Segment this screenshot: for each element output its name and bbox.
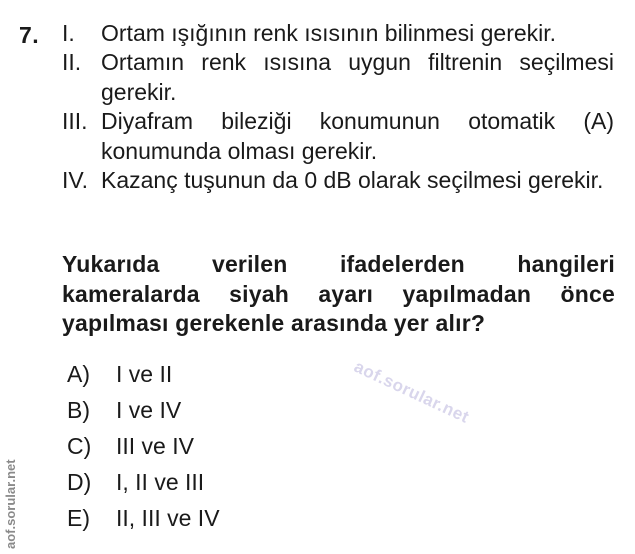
statement-numeral: III.	[62, 108, 88, 134]
option-letter: E)	[67, 505, 90, 531]
statement-4	[62, 166, 614, 196]
statement-text: Ortam ışığının renk ısısının bilinmesi gerekir.	[101, 20, 557, 46]
statement-numeral: IV.	[62, 167, 89, 193]
option-letter: D)	[67, 469, 92, 495]
statement-numeral: I.	[62, 20, 75, 46]
statement-text: Kazanç tuşunun da 0 dB olarak seçilmesi gerekir.	[101, 167, 604, 193]
option-text: II, III ve IV	[116, 505, 220, 531]
option-c[interactable]	[67, 432, 194, 461]
question-prompt: Yukarıda verilen ifadelerden hangileri kameralarda siyah ayarı yapılmadan önce yapılması gerekenle arasında yer alır?	[62, 251, 615, 336]
statement-text: Diyafram bileziği konumunun otomatik (A) konumunda olması gerekir.	[101, 108, 614, 164]
question-number: 7.	[19, 22, 40, 48]
statement-text: Ortamın renk ısısına uygun filtrenin seçilmesi gerekir.	[101, 49, 614, 105]
option-text: III ve IV	[116, 433, 194, 459]
option-text: I ve IV	[116, 397, 182, 423]
option-text: I ve II	[116, 361, 173, 387]
statement-1	[62, 19, 614, 49]
statement-2	[62, 48, 614, 107]
watermark-diagonal: aof.sorular.net	[351, 356, 473, 427]
option-b[interactable]	[67, 396, 181, 425]
statement-3	[62, 107, 614, 166]
statement-numeral: II.	[62, 49, 82, 75]
option-a[interactable]	[67, 360, 172, 389]
option-letter: A)	[67, 361, 90, 387]
option-d[interactable]	[67, 468, 204, 497]
option-letter: B)	[67, 397, 90, 423]
watermark-side: aof.sorular.net	[3, 459, 18, 549]
option-text: I, II ve III	[116, 469, 205, 495]
option-e[interactable]	[67, 504, 220, 533]
option-letter: C)	[67, 433, 92, 459]
